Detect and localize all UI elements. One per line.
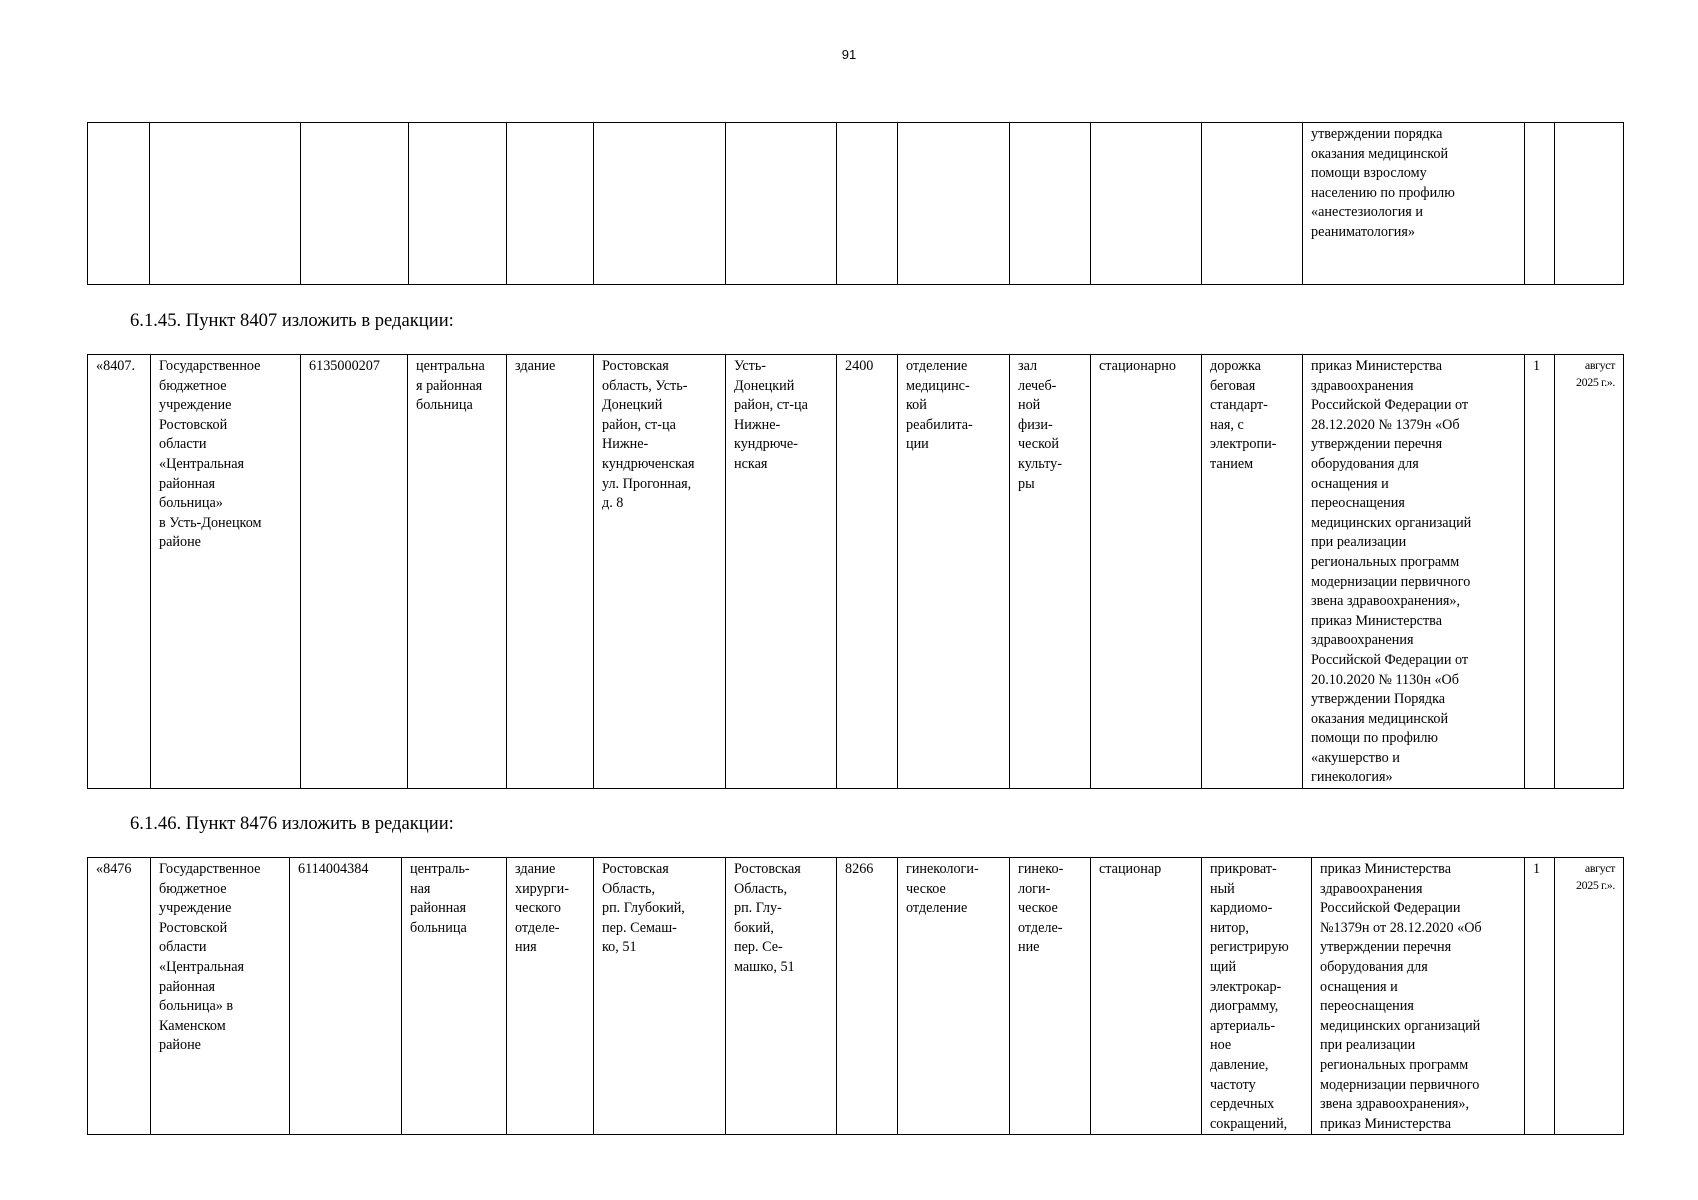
cell-inn: 6114004384: [290, 858, 402, 1135]
cell-equipment: дорожка беговая стандарт- ная, с электропи- танием: [1202, 355, 1303, 789]
table-cell: [301, 123, 409, 285]
table-cell-legal-basis: утверждении порядка оказания медицинской помощи взрослому населению по профилю «анестезиология и реаниматология»: [1303, 123, 1525, 285]
cell-facility-type: централь- ная районная больница: [402, 858, 507, 1135]
cell-legal-basis: приказ Министерства здравоохранения Российской Федерации №1379н от 28.12.2020 «Об утверждении перечня оборудования для оснащения и переоснащения медицинских организаций при реализации региональных программ модернизации первичного звена здравоохранения», приказ Министерства: [1312, 858, 1525, 1135]
cell-code: 2400: [837, 355, 898, 789]
cell-organization: Государственное бюджетное учреждение Ростовской области «Центральная районная больница» в Усть-Донецком районе: [151, 355, 301, 789]
section-heading-8476: 6.1.46. Пункт 8476 изложить в редакции:: [130, 813, 454, 834]
table-cell: [1010, 123, 1091, 285]
cell-locality: Усть- Донецкий район, ст-ца Нижне- кундрюче- нская: [726, 355, 837, 789]
table-continuation: [87, 122, 1624, 285]
cell-room: гинеко- логи- ческое отделе- ние: [1010, 858, 1091, 1135]
cell-facility-type: центральна я районная больница: [408, 355, 507, 789]
table-cell: [507, 123, 594, 285]
cell-item-number: «8476: [88, 858, 151, 1135]
table-cell: [1091, 123, 1202, 285]
table-cell: [150, 123, 301, 285]
table-cell: [726, 123, 837, 285]
cell-building: здание хирурги- ческого отделе- ния: [507, 858, 594, 1135]
table-row: [88, 355, 1624, 789]
table-cell: [1202, 123, 1303, 285]
cell-locality: Ростовская Область, рп. Глу- бокий, пер. Се- машко, 51: [726, 858, 837, 1135]
table-cell: [88, 123, 150, 285]
table-item-8407: [87, 354, 1624, 789]
cell-department: гинекологи- ческое отделение: [898, 858, 1010, 1135]
cell-care-mode: стационар: [1091, 858, 1202, 1135]
table-cell: [837, 123, 898, 285]
table-row: [88, 858, 1624, 1135]
cell-equipment: прикроват- ный кардиомо- нитор, регистрирую щий электрокар- диограмму, артериаль- ное давление, частоту сердечных сокращений,: [1202, 858, 1312, 1135]
table-cell: [1525, 123, 1555, 285]
page-number: 91: [841, 47, 857, 62]
table-cell: [409, 123, 507, 285]
cell-address: Ростовская Область, рп. Глубокий, пер. Семаш- ко, 51: [594, 858, 726, 1135]
table-item-8476: [87, 857, 1624, 1135]
cell-department: отделение медицинс- кой реабилита- ции: [898, 355, 1010, 789]
cell-building: здание: [507, 355, 594, 789]
cell-date: август 2025 г.».: [1555, 355, 1624, 789]
cell-organization: Государственное бюджетное учреждение Ростовской области «Центральная районная больница» в Каменском районе: [151, 858, 290, 1135]
table-cell: [594, 123, 726, 285]
cell-inn: 6135000207: [301, 355, 408, 789]
table-cell: [1555, 123, 1624, 285]
cell-item-number: «8407.: [88, 355, 151, 789]
cell-quantity: 1: [1525, 355, 1555, 789]
cell-care-mode: стационарно: [1091, 355, 1202, 789]
table-cell: [898, 123, 1010, 285]
cell-code: 8266: [837, 858, 898, 1135]
cell-legal-basis: приказ Министерства здравоохранения Российской Федерации от 28.12.2020 № 1379н «Об утверждении перечня оборудования для оснащения и переоснащения медицинских организаций при реализации региональных программ модернизации первичного звена здравоохранения», приказ Министерства здравоохранения Российской Федерации от 20.10.2020 № 1130н «Об утверждении Порядка оказания медицинской помощи по профилю «акушерство и гинекология»: [1303, 355, 1525, 789]
cell-quantity: 1: [1525, 858, 1555, 1135]
cell-date: август 2025 г.».: [1555, 858, 1624, 1135]
table-row: [88, 123, 1624, 285]
cell-address: Ростовская область, Усть- Донецкий район, ст-ца Нижне- кундрюченская ул. Прогонная, д. 8: [594, 355, 726, 789]
section-heading-8407: 6.1.45. Пункт 8407 изложить в редакции:: [130, 310, 454, 331]
cell-room: зал лечеб- ной физи- ческой культу- ры: [1010, 355, 1091, 789]
